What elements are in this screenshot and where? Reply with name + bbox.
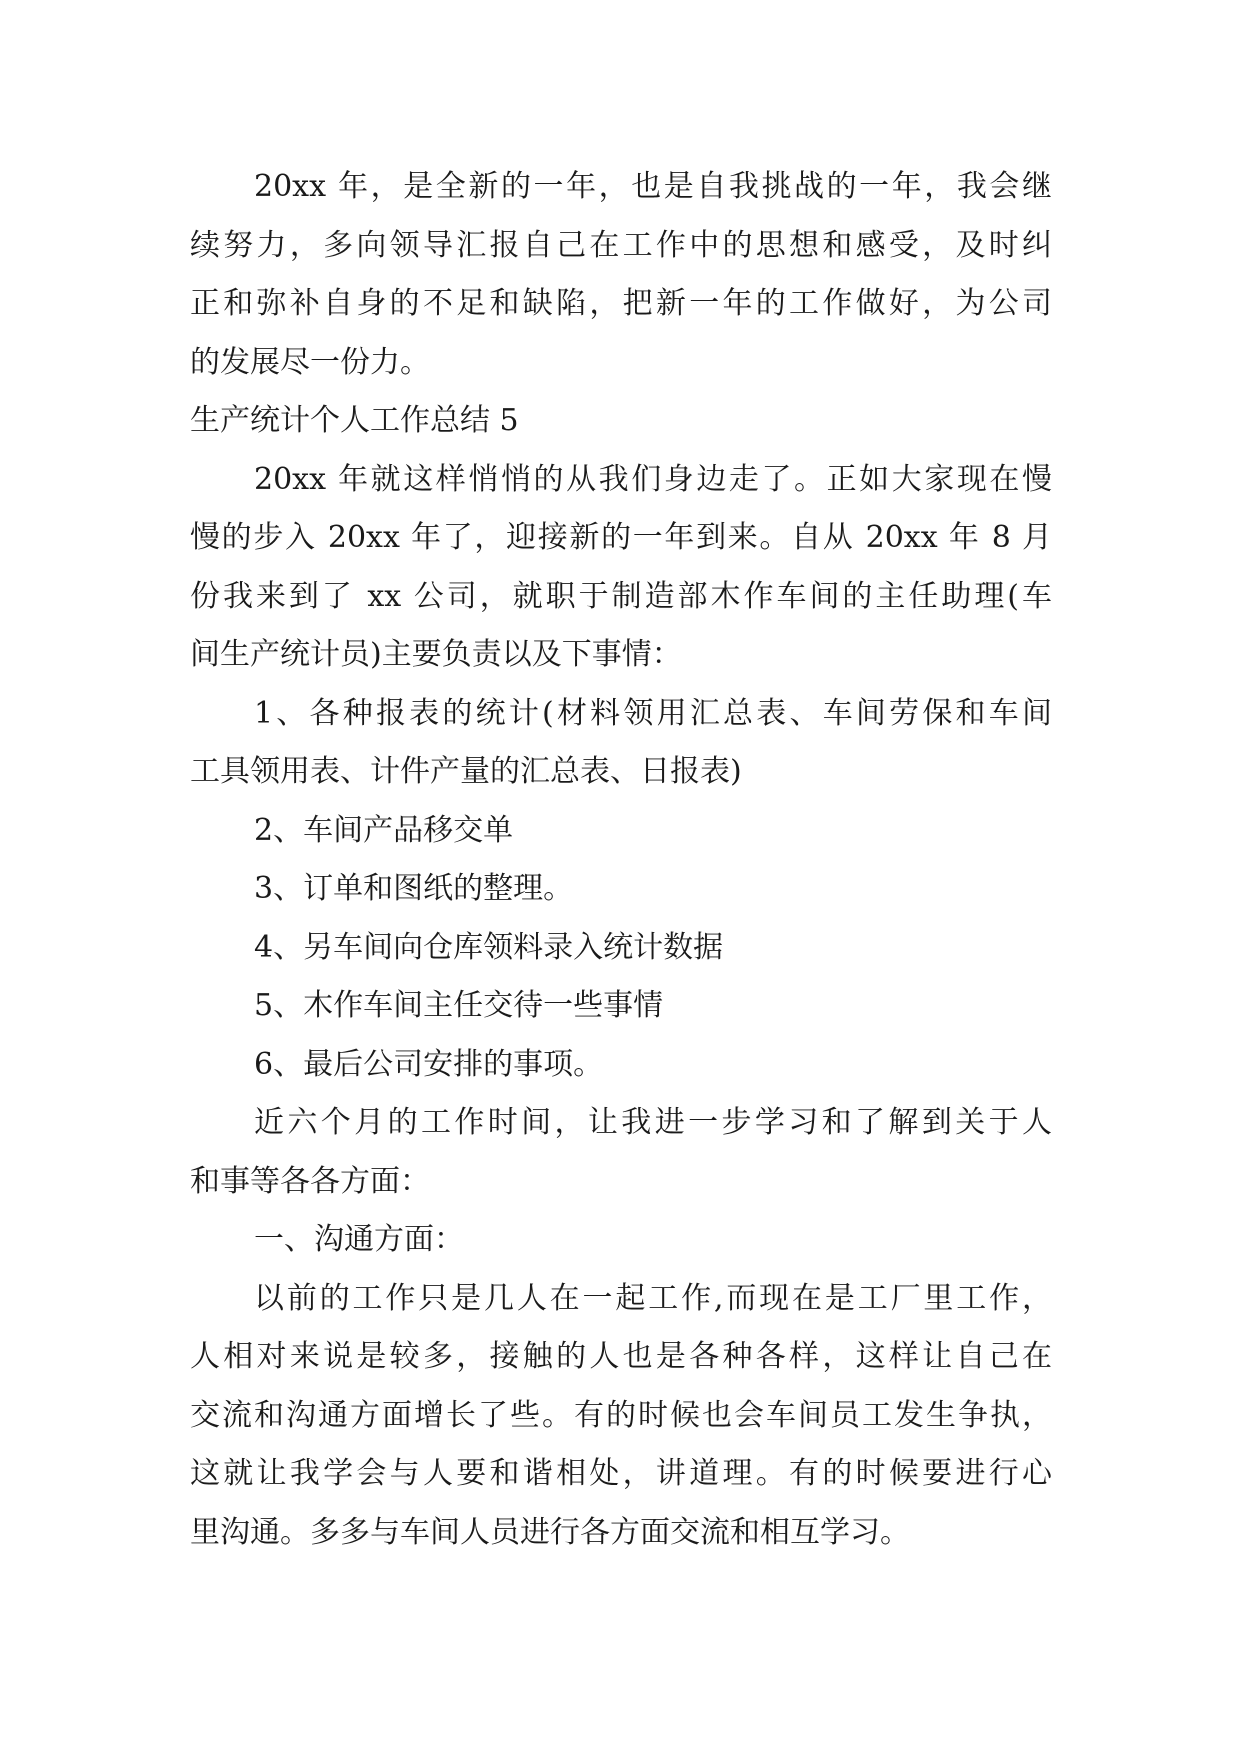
paragraph-line: 间生产统计员)主要负责以及下事情： <box>190 637 682 672</box>
list-item-continuation: 工具领用表、计件产量的汇总表、日报表) <box>190 754 742 789</box>
document-body <box>190 158 1052 1562</box>
list-item: 6、最后公司安排的事项。 <box>254 1046 604 1082</box>
list-item: 3、订单和图纸的整理。 <box>254 871 574 906</box>
paragraph-line: 20xx 年就这样悄悄的从我们身边走了。正如大家现在慢 <box>254 461 1052 497</box>
paragraph-line: 的发展尽一份力。 <box>190 344 430 380</box>
paragraph-line: 正和弥补自身的不足和缺陷，把新一年的工作做好，为公司 <box>190 286 1052 321</box>
list-item: 1、各种报表的统计(材料领用汇总表、车间劳保和车间 <box>254 695 1052 731</box>
subsection-heading: 一、沟通方面： <box>254 1222 464 1257</box>
list-item: 4、另车间向仓库领料录入统计数据 <box>254 929 724 965</box>
paragraph-line: 里沟通。多多与车间人员进行各方面交流和相互学习。 <box>190 1514 910 1550</box>
paragraph-line: 慢的步入 20xx 年了，迎接新的一年到来。自从 20xx 年 8 月 <box>190 520 1052 555</box>
paragraph-line: 和事等各各方面： <box>190 1163 430 1199</box>
paragraph-line: 份我来到了 xx 公司，就职于制造部木作车间的主任助理(车 <box>190 578 1052 614</box>
paragraph-line: 续努力，多向领导汇报自己在工作中的思想和感受，及时纠 <box>190 227 1052 263</box>
paragraph-line: 以前的工作只是几人在一起工作,而现在是工厂里工作， <box>254 1280 1052 1316</box>
paragraph-line: 近六个月的工作时间，让我进一步学习和了解到关于人 <box>254 1105 1052 1140</box>
paragraph-line: 20xx 年，是全新的一年，也是自我挑战的一年，我会继 <box>254 169 1052 204</box>
paragraph-line: 人相对来说是较多，接触的人也是各种各样，这样让自己在 <box>190 1339 1052 1374</box>
list-item: 5、木作车间主任交待一些事情 <box>254 988 664 1023</box>
section-heading: 生产统计个人工作总结 5 <box>190 403 519 438</box>
paragraph-line: 交流和沟通方面增长了些。有的时候也会车间员工发生争执， <box>190 1397 1052 1433</box>
paragraph-line: 这就让我学会与人要和谐相处，讲道理。有的时候要进行心 <box>190 1456 1052 1491</box>
list-item: 2、车间产品移交单 <box>254 812 514 848</box>
